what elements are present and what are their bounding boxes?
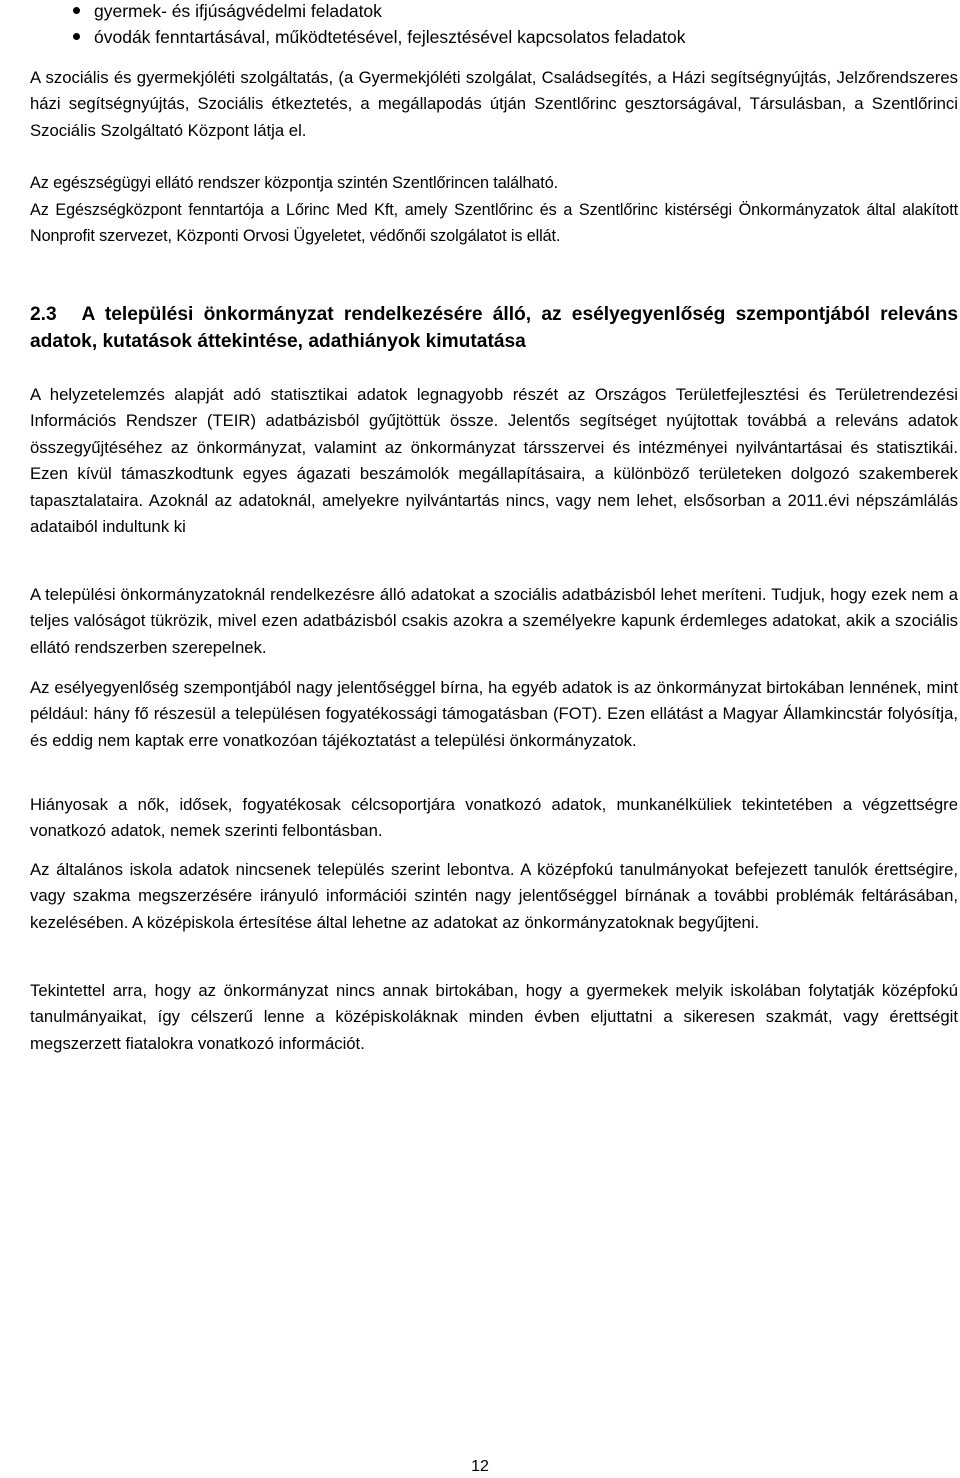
paragraph-secondary-education: Tekintettel arra, hogy az önkormányzat nincs annak birtokában, hogy a gyermekek melyik iskolában folytatják középfokú tanulmányaikat, így célszerű lenne a középiskoláknak minden évben eljuttatni a sikeresen szakmát, vagy érettségit megszerzett fiatalokra vonatkozó információt. <box>30 981 958 1053</box>
section-number: 2.3 <box>30 304 57 325</box>
section-title: A települési önkormányzat rendelkezésére álló, az esélyegyenlőség szempontjából releváns adatok, kutatások áttekintése, adathiányok kimutatása <box>30 304 958 352</box>
bullet-icon <box>73 33 80 40</box>
paragraph-disability-support: Az esélyegyenlőség szempontjából nagy jelentőséggel bírna, ha egyéb adatok is az önkormányzat birtokában lennének, mint például: hány fő részesül a településen fogyatékossági támogatásban (FOT). Ezen ellátást a Magyar Államkincstár folyósítja, és eddig nem kaptak erre vonatkozóan tájékoztatást a települési önkormányzatok. <box>30 678 958 750</box>
bullet-list <box>0 0 960 50</box>
bullet-icon <box>73 7 80 14</box>
paragraph-school-data: Az általános iskola adatok nincsenek település szerint lebontva. A középfokú tanulmányokat befejezett tanulók érettségire, vagy szakma megszerzésére irányuló információi szintén nagy jelentőséggel bírnának a további problémák feltárásában, kezelésében. A középiskola értesítése által lehetne az adatokat az önkormányzatoknak begyűjteni. <box>30 860 958 932</box>
paragraph-health-center: Az Egészségközpont fenntartója a Lőrinc Med Kft, amely Szentlőrinc és a Szentlőrinc kistérségi Önkormányzatok által alakított Nonprofit szervezet, Központi Orvosi Ügyeletet, védőnői szolgálatot is ellát. <box>30 201 958 246</box>
section-heading <box>30 301 958 355</box>
list-item <box>0 24 960 50</box>
paragraph-health-system: Az egészségügyi ellátó rendszer központja szintén Szentlőrincen található. <box>30 174 559 192</box>
list-item-text: óvodák fenntartásával, működtetésével, fejlesztésével kapcsolatos feladatok <box>94 27 686 47</box>
paragraph-data-sources: A helyzetelemzés alapját adó statisztikai adatok legnagyobb részét az Országos Területfejlesztési és Területrendezési Információs Rendszer (TEIR) adatbázisból gyűjtöttük össze. Jelentős segítséget nyújtottak továbbá a releváns adatok összegyűjtéséhez az önkormányzat, valamint az önkormányzat társszervei és intézményei nyilvántartásai és statisztikái. Ezen kívül támaszkodtunk egyes ágazati beszámolók megállapításaira, a különböző területeken dolgozó szakemberek tapasztalataira. Azoknál az adatoknál, amelyekre nyilvántartás nincs, vagy nem lehet, elsősorban a 2011.évi népszámlálás adataiból indultunk ki <box>30 385 958 537</box>
paragraph-missing-data: Hiányosak a nők, idősek, fogyatékosak célcsoportjára vonatkozó adatok, munkanélküliek tekintetében a végzettségre vonatkozó adatok, nemek szerinti felbontásban. <box>30 795 958 841</box>
list-item <box>0 0 960 24</box>
paragraph-social-services: A szociális és gyermekjóléti szolgáltatás, (a Gyermekjóléti szolgálat, Családsegítés, a Házi segítségnyújtás, Jelzőrendszeres házi segítségnyújtás, Szociális étkeztetés, a megállapodás útján Szentlőrinc gesztorságával, Társulásban, a Szentlőrinci Szociális Szolgáltató Központ látja el. <box>30 68 958 140</box>
paragraph-social-database: A települési önkormányzatoknál rendelkezésre álló adatokat a szociális adatbázisból lehet meríteni. Tudjuk, hogy ezek nem a teljes valóságot tükrözik, mivel ezen adatbázisból csakis azokra a személyekre kapunk érdemleges adatokat, akik a szociális ellátó rendszerben szerepelnek. <box>30 585 958 657</box>
list-item-text: gyermek- és ifjúságvédelmi feladatok <box>94 1 382 21</box>
page-number: 12 <box>471 1458 489 1475</box>
